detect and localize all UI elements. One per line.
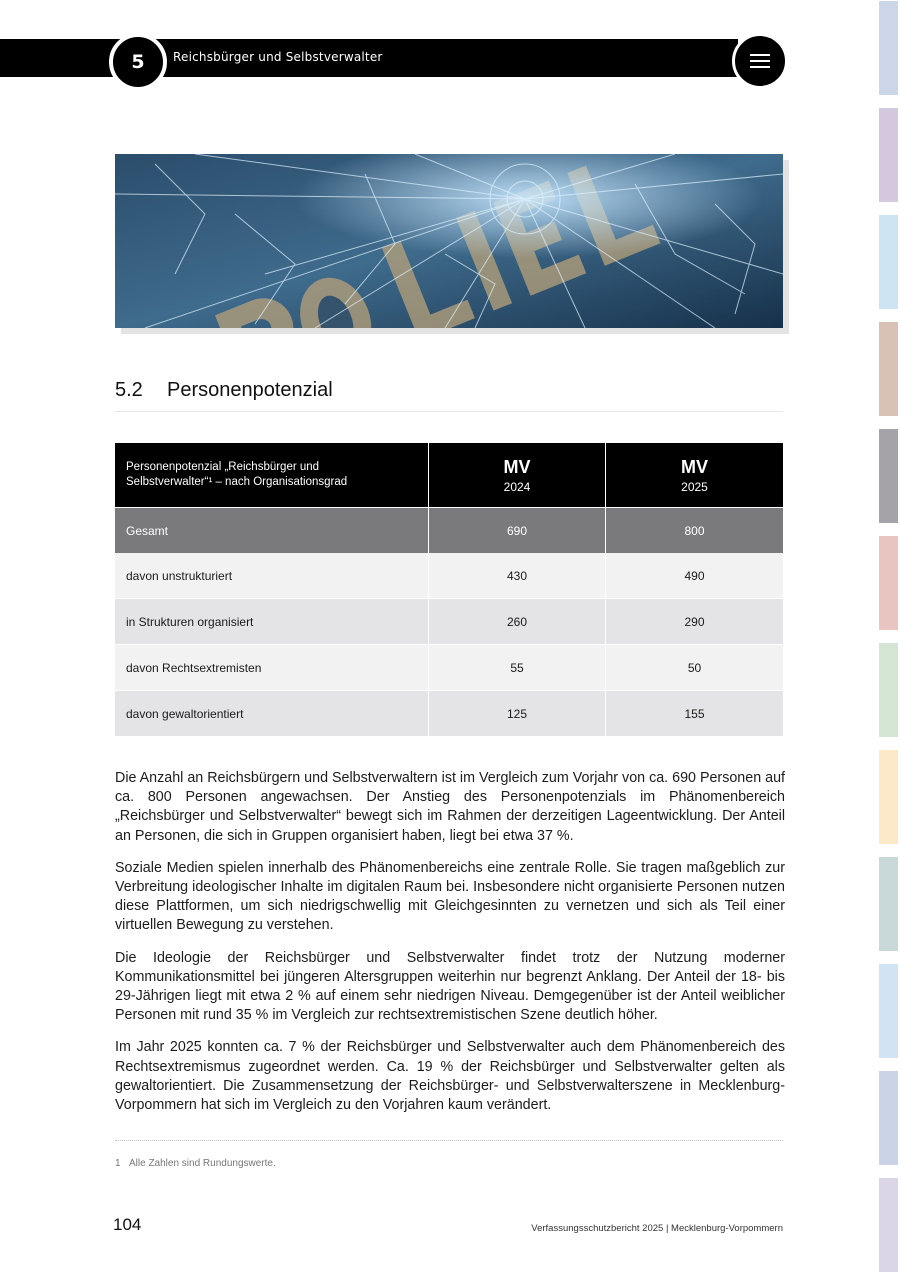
section-title: Personenpotenzial bbox=[167, 379, 333, 401]
table-row bbox=[115, 553, 783, 599]
value-2025: 290 bbox=[605, 599, 783, 644]
section-divider bbox=[115, 411, 783, 412]
row-label: davon gewaltorientiert bbox=[126, 706, 244, 721]
table-row bbox=[115, 691, 783, 737]
footnote bbox=[115, 1158, 276, 1169]
footnote-text: Alle Zahlen sind Rundungswerte. bbox=[129, 1158, 276, 1169]
value-2025: 50 bbox=[605, 645, 783, 690]
body-text bbox=[115, 769, 785, 1128]
row-label: davon Rechtsextremisten bbox=[126, 660, 262, 675]
chapter-number-badge bbox=[109, 33, 167, 91]
value-2024: 690 bbox=[428, 508, 605, 553]
publication-title: Verfassungsschutzbericht 2025 | Mecklenburg-Vorpommern bbox=[531, 1223, 783, 1234]
footnote-number: 1 bbox=[115, 1158, 121, 1169]
chapter-tab-4[interactable] bbox=[879, 322, 898, 416]
chapter-tab-5[interactable] bbox=[879, 429, 898, 523]
chapter-tab-9[interactable] bbox=[879, 857, 898, 951]
value-2024: 55 bbox=[428, 645, 605, 690]
value-2024: 125 bbox=[428, 691, 605, 736]
column-label: MV bbox=[503, 456, 531, 477]
row-label: Gesamt bbox=[126, 523, 169, 538]
chapter-tab-7[interactable] bbox=[879, 643, 898, 737]
hamburger-menu-icon bbox=[750, 54, 770, 68]
chapter-tab-3[interactable] bbox=[879, 215, 898, 309]
paragraph: Die Ideologie der Reichsbürger und Selbstverwalter findet trotz der Nutzung moderner Kommunikationsmittel bei jüngeren Altersgruppen weiterhin nur begrenzt Anklang. Der Anteil der 18- bis 29-Jährigen liegt mit etwa 2 % auf einem sehr niedrigen Niveau. Demgegenüber ist der Anteil weiblicher Personen mit rund 35 % im Vergleich zur rechtsextremistischen Szene deutlich höher. bbox=[115, 949, 785, 1024]
value-2025: 490 bbox=[605, 553, 783, 598]
chapter-tab-10[interactable] bbox=[879, 964, 898, 1058]
column-year: 2025 bbox=[681, 479, 708, 494]
footnote-divider bbox=[115, 1140, 783, 1141]
chapter-tab-6[interactable] bbox=[879, 536, 898, 630]
value-2024: 430 bbox=[428, 553, 605, 598]
chapter-tab-strip bbox=[879, 0, 900, 1272]
table-row bbox=[115, 599, 783, 645]
chapter-title: Reichsbürger und Selbstverwalter bbox=[173, 50, 383, 64]
menu-button[interactable] bbox=[732, 33, 788, 89]
table-header-label: Personenpotenzial „Reichsbürger und Selbstverwalter“¹ – nach Organisationsgrad bbox=[126, 461, 348, 488]
value-2024: 260 bbox=[428, 599, 605, 644]
chapter-tab-11[interactable] bbox=[879, 1071, 898, 1165]
value-2025: 155 bbox=[605, 691, 783, 736]
personenpotenzial-table bbox=[115, 443, 783, 737]
column-year: 2024 bbox=[503, 479, 531, 494]
row-label: in Strukturen organisiert bbox=[126, 614, 254, 629]
row-label: davon unstrukturiert bbox=[126, 568, 233, 583]
paragraph: Im Jahr 2025 konnten ca. 7 % der Reichsbürger und Selbstverwalter auch dem Phänomenbereich des Rechtsextremismus zugeordnet werden. Ca. 19 % der Reichsbürger und Selbstverwalter gelten als gewaltorientiert. Die Zusammensetzung der Reichsbürger- und Selbstverwalterszene in Mecklenburg-Vorpommern hat sich im Vergleich zu den Vorjahren kaum verändert. bbox=[115, 1039, 785, 1114]
paragraph: Die Anzahl an Reichsbürgern und Selbstverwaltern ist im Vergleich zum Vorjahr von ca. 690 Personen auf ca. 800 Personen angewachsen. Der Anstieg des Personenpotenzials im Phänomenbereich „Reichsbürger und Selbstverwalter“ bewegt sich im Rahmen der derzeitigen Lageentwicklung. Der Anteil an Personen, die sich in Gruppen organisiert haben, liegt bei etwa 37 %. bbox=[115, 770, 785, 844]
column-header-2024 bbox=[428, 443, 605, 507]
chapter-tab-8[interactable] bbox=[879, 750, 898, 844]
value-2025: 800 bbox=[605, 508, 783, 553]
column-header-2025 bbox=[605, 443, 783, 507]
section-number: 5.2 bbox=[115, 379, 143, 401]
paragraph: Soziale Medien spielen innerhalb des Phänomenbereichs eine zentrale Rolle. Sie tragen maßgeblich zur Verbreitung ideologischer Inhalte im digitalen Raum bei. Insbesondere nicht organisierte Personen nutzen diese Plattformen, um sich niedrigschwellig mit Gleichgesinnten zu vernetzen und sich als Teil einer virtuellen Bewegung zu verstehen. bbox=[115, 859, 785, 934]
column-label: MV bbox=[681, 456, 708, 477]
table-header-row bbox=[115, 443, 783, 508]
shattered-glass-illustration bbox=[115, 154, 783, 328]
table-row-gesamt bbox=[115, 508, 783, 553]
hero-image bbox=[115, 154, 783, 328]
chapter-tab-2[interactable] bbox=[879, 108, 898, 202]
chapter-tab-1[interactable] bbox=[879, 1, 898, 95]
chapter-tab-12[interactable] bbox=[879, 1178, 898, 1272]
page-number: 104 bbox=[113, 1215, 142, 1234]
table-row bbox=[115, 645, 783, 691]
chapter-number: 5 bbox=[131, 51, 145, 73]
section-heading bbox=[115, 379, 333, 402]
